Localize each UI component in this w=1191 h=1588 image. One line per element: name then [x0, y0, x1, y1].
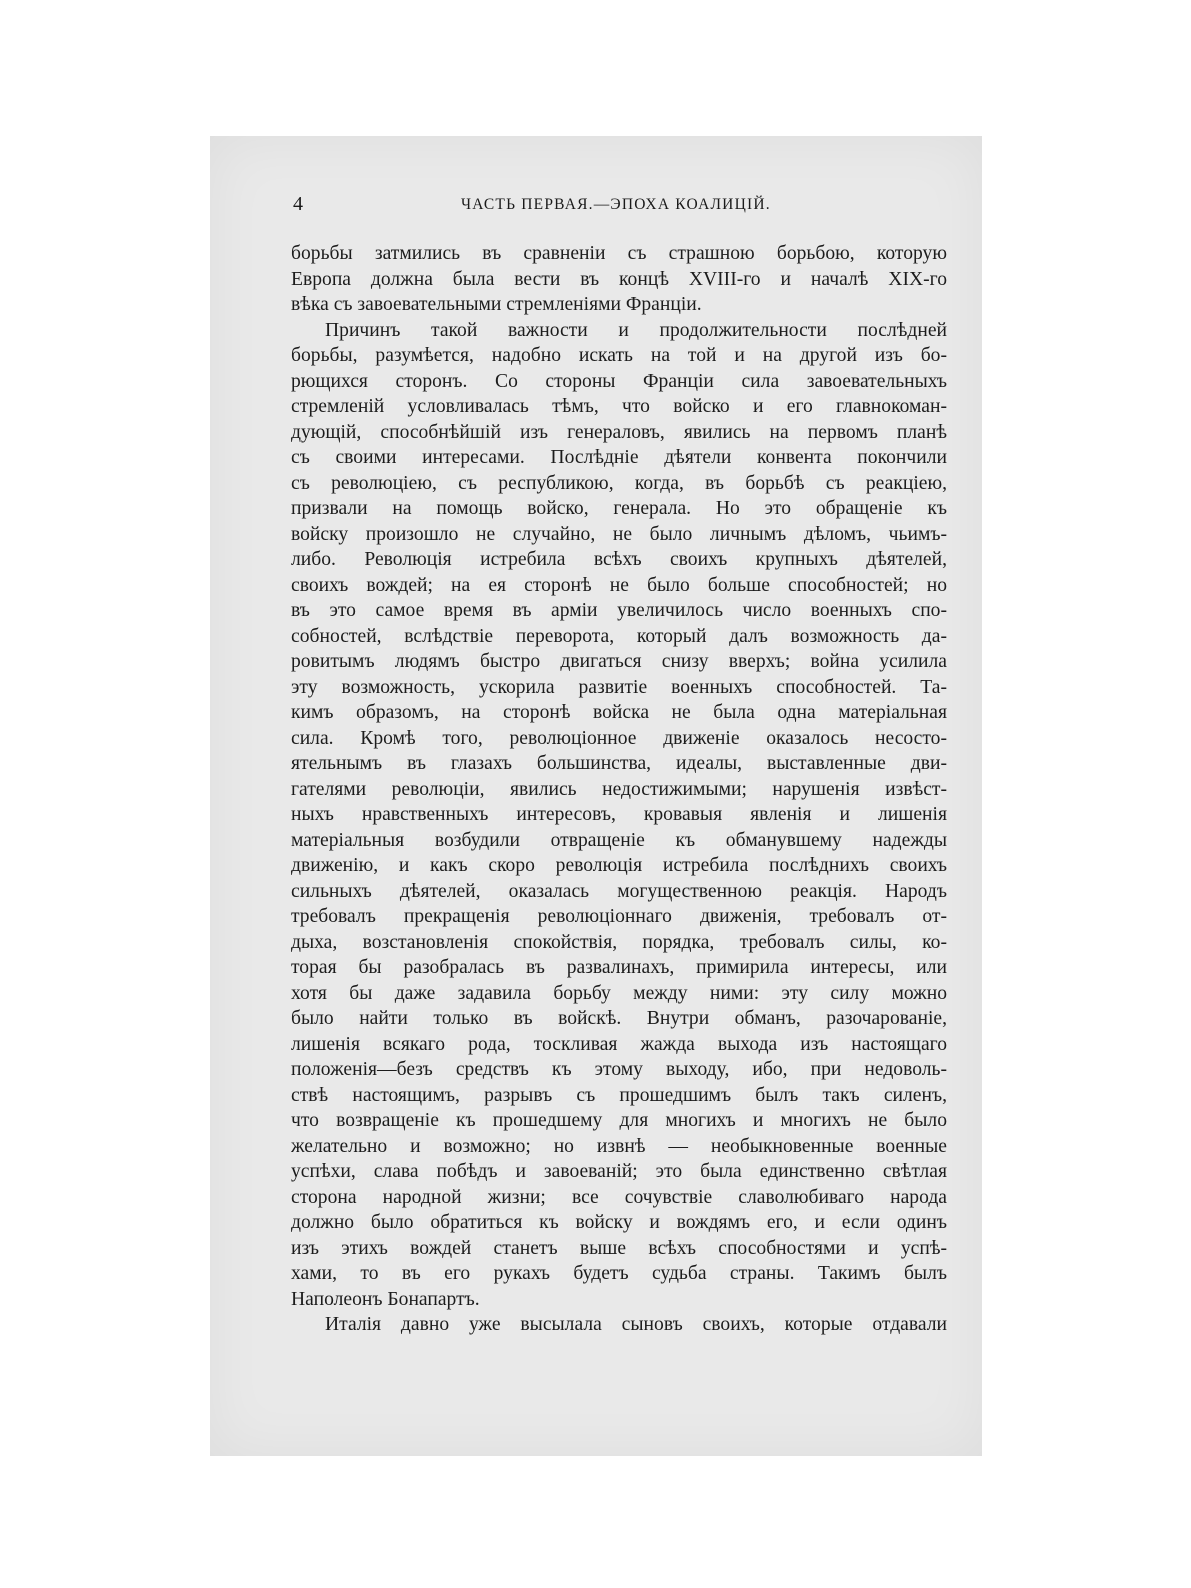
- text-line: хотя бы даже задавила борьбу между ними: эту силу можно: [291, 982, 947, 1004]
- text-line: ствѣ настоящимъ, разрывъ съ прошедшимъ былъ такъ силенъ,: [291, 1084, 947, 1106]
- text-line: желательно и возможно; но извнѣ — необыкновенные военные: [291, 1135, 947, 1157]
- text-line: стремленій условливалась тѣмъ, что войско и его главнокоман-: [291, 396, 947, 417]
- text-line: торая бы разобралась въ развалинахъ, примирила интересы, или: [291, 957, 947, 978]
- text-line: успѣхи, слава побѣдъ и завоеваній; это была единственно свѣтлая: [291, 1161, 947, 1182]
- text-line: Причинъ такой важности и продолжительности послѣдней: [325, 319, 947, 341]
- running-head: ЧАСТЬ ПЕРВАЯ.—ЭПОХА КОАЛИЦІЙ.: [461, 196, 771, 213]
- text-line: рющихся сторонъ. Со стороны Франціи сила завоевательныхъ: [291, 370, 947, 392]
- text-line: сильныхъ дѣятелей, оказалась могущественною реакція. Народъ: [291, 880, 947, 902]
- text-line: своихъ вождей; на ея сторонѣ не было больше способностей; но: [291, 574, 947, 596]
- text-line: борьбы, разумѣется, надобно искать на той и на другой изъ бо-: [291, 345, 947, 366]
- text-line: эту возможность, ускорила развитіе военныхъ способностей. Та-: [291, 676, 947, 698]
- text-line: лишенія всякаго рода, тоскливая жажда выхода изъ настоящаго: [291, 1033, 947, 1055]
- body-text: [291, 241, 947, 1338]
- text-line: Наполеонъ Бонапартъ.: [291, 1288, 480, 1310]
- text-line: движенію, и какъ скоро революція истребила послѣднихъ своихъ: [291, 855, 947, 876]
- page-number: 4: [293, 193, 303, 215]
- text-line: что возвращеніе къ прошедшему для многихъ и многихъ не было: [291, 1110, 947, 1131]
- text-line: сила. Кромѣ того, революціонное движеніе оказалось несосто-: [291, 727, 947, 749]
- text-line: съ своими интересами. Послѣдніе дѣятели конвента покончили: [291, 447, 947, 468]
- text-line: кимъ образомъ, на сторонѣ войска не была одна матеріальная: [291, 702, 947, 723]
- text-line: въ это самое время въ арміи увеличилось число военныхъ спо-: [291, 600, 947, 621]
- text-line: борьбы затмились въ сравненіи съ страшною борьбою, которую: [291, 243, 947, 264]
- text-line: было найти только въ войскѣ. Внутри обманъ, разочарованіе,: [291, 1008, 947, 1029]
- text-line: Европа должна была вести въ концѣ XVIII-го и началѣ XIX-го: [291, 268, 947, 290]
- text-line: вѣка съ завоевательными стремленіями Франціи.: [291, 294, 702, 315]
- page-header: [293, 192, 946, 216]
- text-line: призвали на помощь войско, генерала. Но это обращеніе къ: [291, 498, 947, 519]
- text-line: ровитымъ людямъ быстро двигаться снизу вверхъ; война усилила: [291, 651, 947, 672]
- text-line: должно было обратиться къ войску и вождямъ его, и если одинъ: [291, 1212, 947, 1233]
- text-line: изъ этихъ вождей станетъ выше всѣхъ способностями и успѣ-: [291, 1237, 947, 1259]
- text-line: ятельнымъ въ глазахъ большинства, идеалы, выставленные дви-: [291, 753, 947, 774]
- text-line: хами, то въ его рукахъ будетъ судьба страны. Такимъ былъ: [291, 1263, 947, 1284]
- text-line: гателями революціи, явились недостижимыми; нарушенія извѣст-: [291, 778, 947, 800]
- paragraph: [291, 1312, 947, 1338]
- paragraph: [291, 241, 947, 318]
- text-line: Италія давно уже высылала сыновъ своихъ, которые отдавали: [325, 1314, 947, 1335]
- text-line: съ революціею, съ республикою, когда, въ борьбѣ съ реакціею,: [291, 472, 947, 494]
- text-line: войску произошло не случайно, не было личнымъ дѣломъ, чьимъ-: [291, 523, 947, 545]
- text-line: матеріальныя возбудили отвращеніе къ обманувшему надежды: [291, 829, 947, 851]
- text-line: ныхъ нравственныхъ интересовъ, кровавыя явленія и лишенія: [291, 804, 947, 825]
- paragraph: [291, 318, 947, 1313]
- text-line: требовалъ прекращенія революціоннаго движенія, требовалъ от-: [291, 906, 947, 927]
- text-line: дующій, способнѣйшій изъ генераловъ, явились на первомъ планѣ: [291, 421, 947, 443]
- text-line: положенія—безъ средствъ къ этому выходу, ибо, при недоволь-: [291, 1059, 947, 1080]
- text-line: дыха, возстановленія спокойствія, порядка, требовалъ силы, ко-: [291, 931, 947, 953]
- text-line: собностей, вслѣдствіе переворота, который далъ возможность да-: [291, 625, 947, 647]
- text-line: либо. Революція истребила всѣхъ своихъ крупныхъ дѣятелей,: [291, 549, 947, 570]
- text-line: сторона народной жизни; все сочувствіе славолюбиваго народа: [291, 1186, 947, 1208]
